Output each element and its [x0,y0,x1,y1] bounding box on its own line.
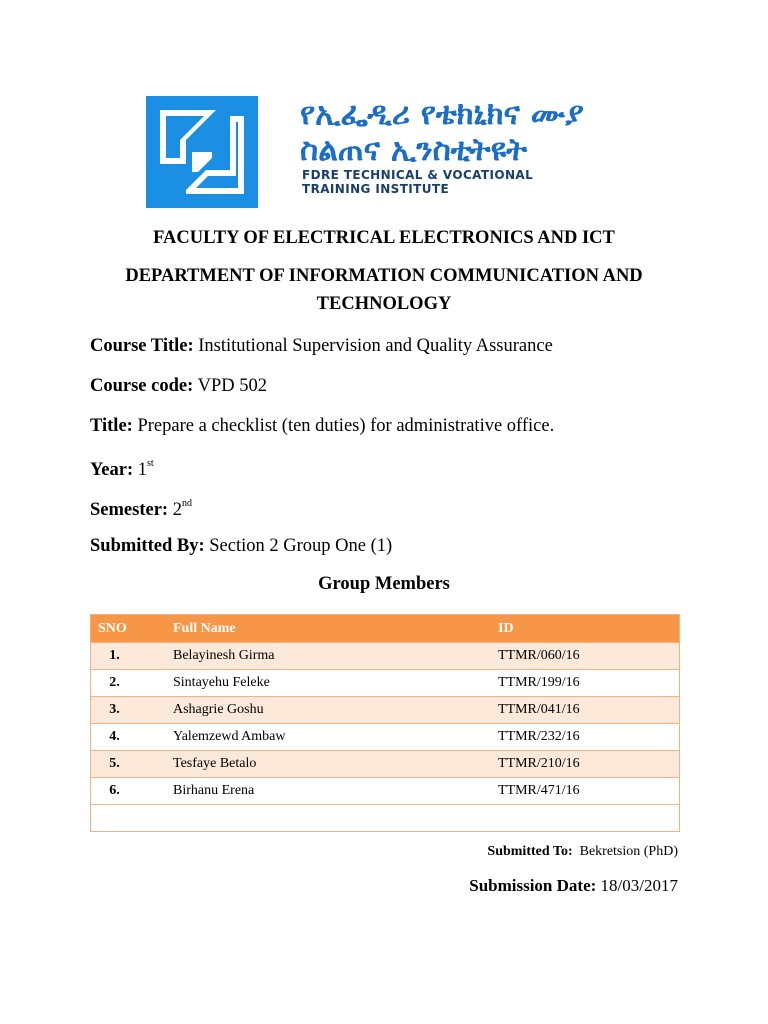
table-row [91,778,680,805]
row-id: TTMR/210/16 [491,751,680,778]
course-title-label: Course Title: [90,336,194,356]
semester-field [90,494,192,522]
title-label: Title: [90,416,133,436]
logo-english-text [302,168,533,196]
group-members-title: Group Members [318,574,450,594]
row-id: TTMR/471/16 [491,778,680,805]
submitted-to [487,844,678,860]
semester-value: 2 [172,500,182,521]
row-id: TTMR/041/16 [491,697,680,724]
row-sno: 5. [91,751,167,778]
submission-date-label: Submission Date: [469,876,597,895]
table-row [91,670,680,697]
logo-amharic-line2: ስልጠና ኢንስቲትዩት [300,132,528,168]
table-row [91,643,680,670]
course-title-value: Institutional Supervision and Quality Assurance [198,336,553,356]
year-field [90,454,154,482]
title-value: Prepare a checklist (ten duties) for administrative office. [137,416,555,436]
row-full-name: Ashagrie Goshu [166,697,491,724]
column-header-full-name: Full Name [166,615,491,643]
group-members-table [90,614,680,832]
row-id: TTMR/060/16 [491,643,680,670]
column-header-id: ID [491,615,680,643]
institute-logo [146,96,646,210]
submission-date [469,876,678,896]
fdre-tvti-logo-icon [146,96,258,208]
course-code-field [90,374,267,398]
row-full-name: Tesfaye Betalo [166,751,491,778]
year-value: 1 [137,460,148,481]
table-row [91,697,680,724]
submitted-by-value: Section 2 Group One (1) [209,536,393,556]
row-sno: 1. [91,643,167,670]
table-header-row [91,615,680,643]
row-full-name: Birhanu Erena [166,778,491,805]
title-field [90,414,554,438]
year-label: Year: [90,460,134,481]
logo-english-line2: TRAINING INSTITUTE [302,182,450,196]
logo-amharic-line1: የኢፌዲሪ የቴክኒክና ሙያ [300,96,584,132]
logo-english-line1: FDRE TECHNICAL & VOCATIONAL [302,168,534,182]
logo-amharic-text [300,96,646,168]
row-full-name: Yalemzewd Ambaw [166,724,491,751]
faculty-heading: FACULTY OF ELECTRICAL ELECTRONICS AND ICT [153,228,615,248]
row-sno: 3. [91,697,167,724]
year-suffix: st [147,458,154,469]
row-sno: 6. [91,778,167,805]
course-title-field [90,334,553,358]
submission-date-value: 18/03/2017 [600,876,678,895]
table-row [91,751,680,778]
course-code-label: Course code: [90,376,194,396]
column-header-sno: SNO [91,615,167,643]
row-sno: 4. [91,724,167,751]
row-id: TTMR/199/16 [491,670,680,697]
row-full-name: Sintayehu Feleke [166,670,491,697]
table-row-empty [91,805,680,832]
course-code-value: VPD 502 [197,376,267,396]
submitted-by-field [90,534,392,558]
submitted-by-label: Submitted By: [90,536,205,556]
semester-label: Semester: [90,500,169,521]
submitted-to-label: Submitted To: [487,844,573,859]
row-full-name: Belayinesh Girma [166,643,491,670]
table-row [91,724,680,751]
row-id: TTMR/232/16 [491,724,680,751]
department-heading: DEPARTMENT OF INFORMATION COMMUNICATION AND TECHNOLOGY [125,266,643,314]
row-sno: 2. [91,670,167,697]
submitted-to-value: Bekretsion (PhD) [579,844,678,859]
semester-suffix: nd [181,498,192,509]
